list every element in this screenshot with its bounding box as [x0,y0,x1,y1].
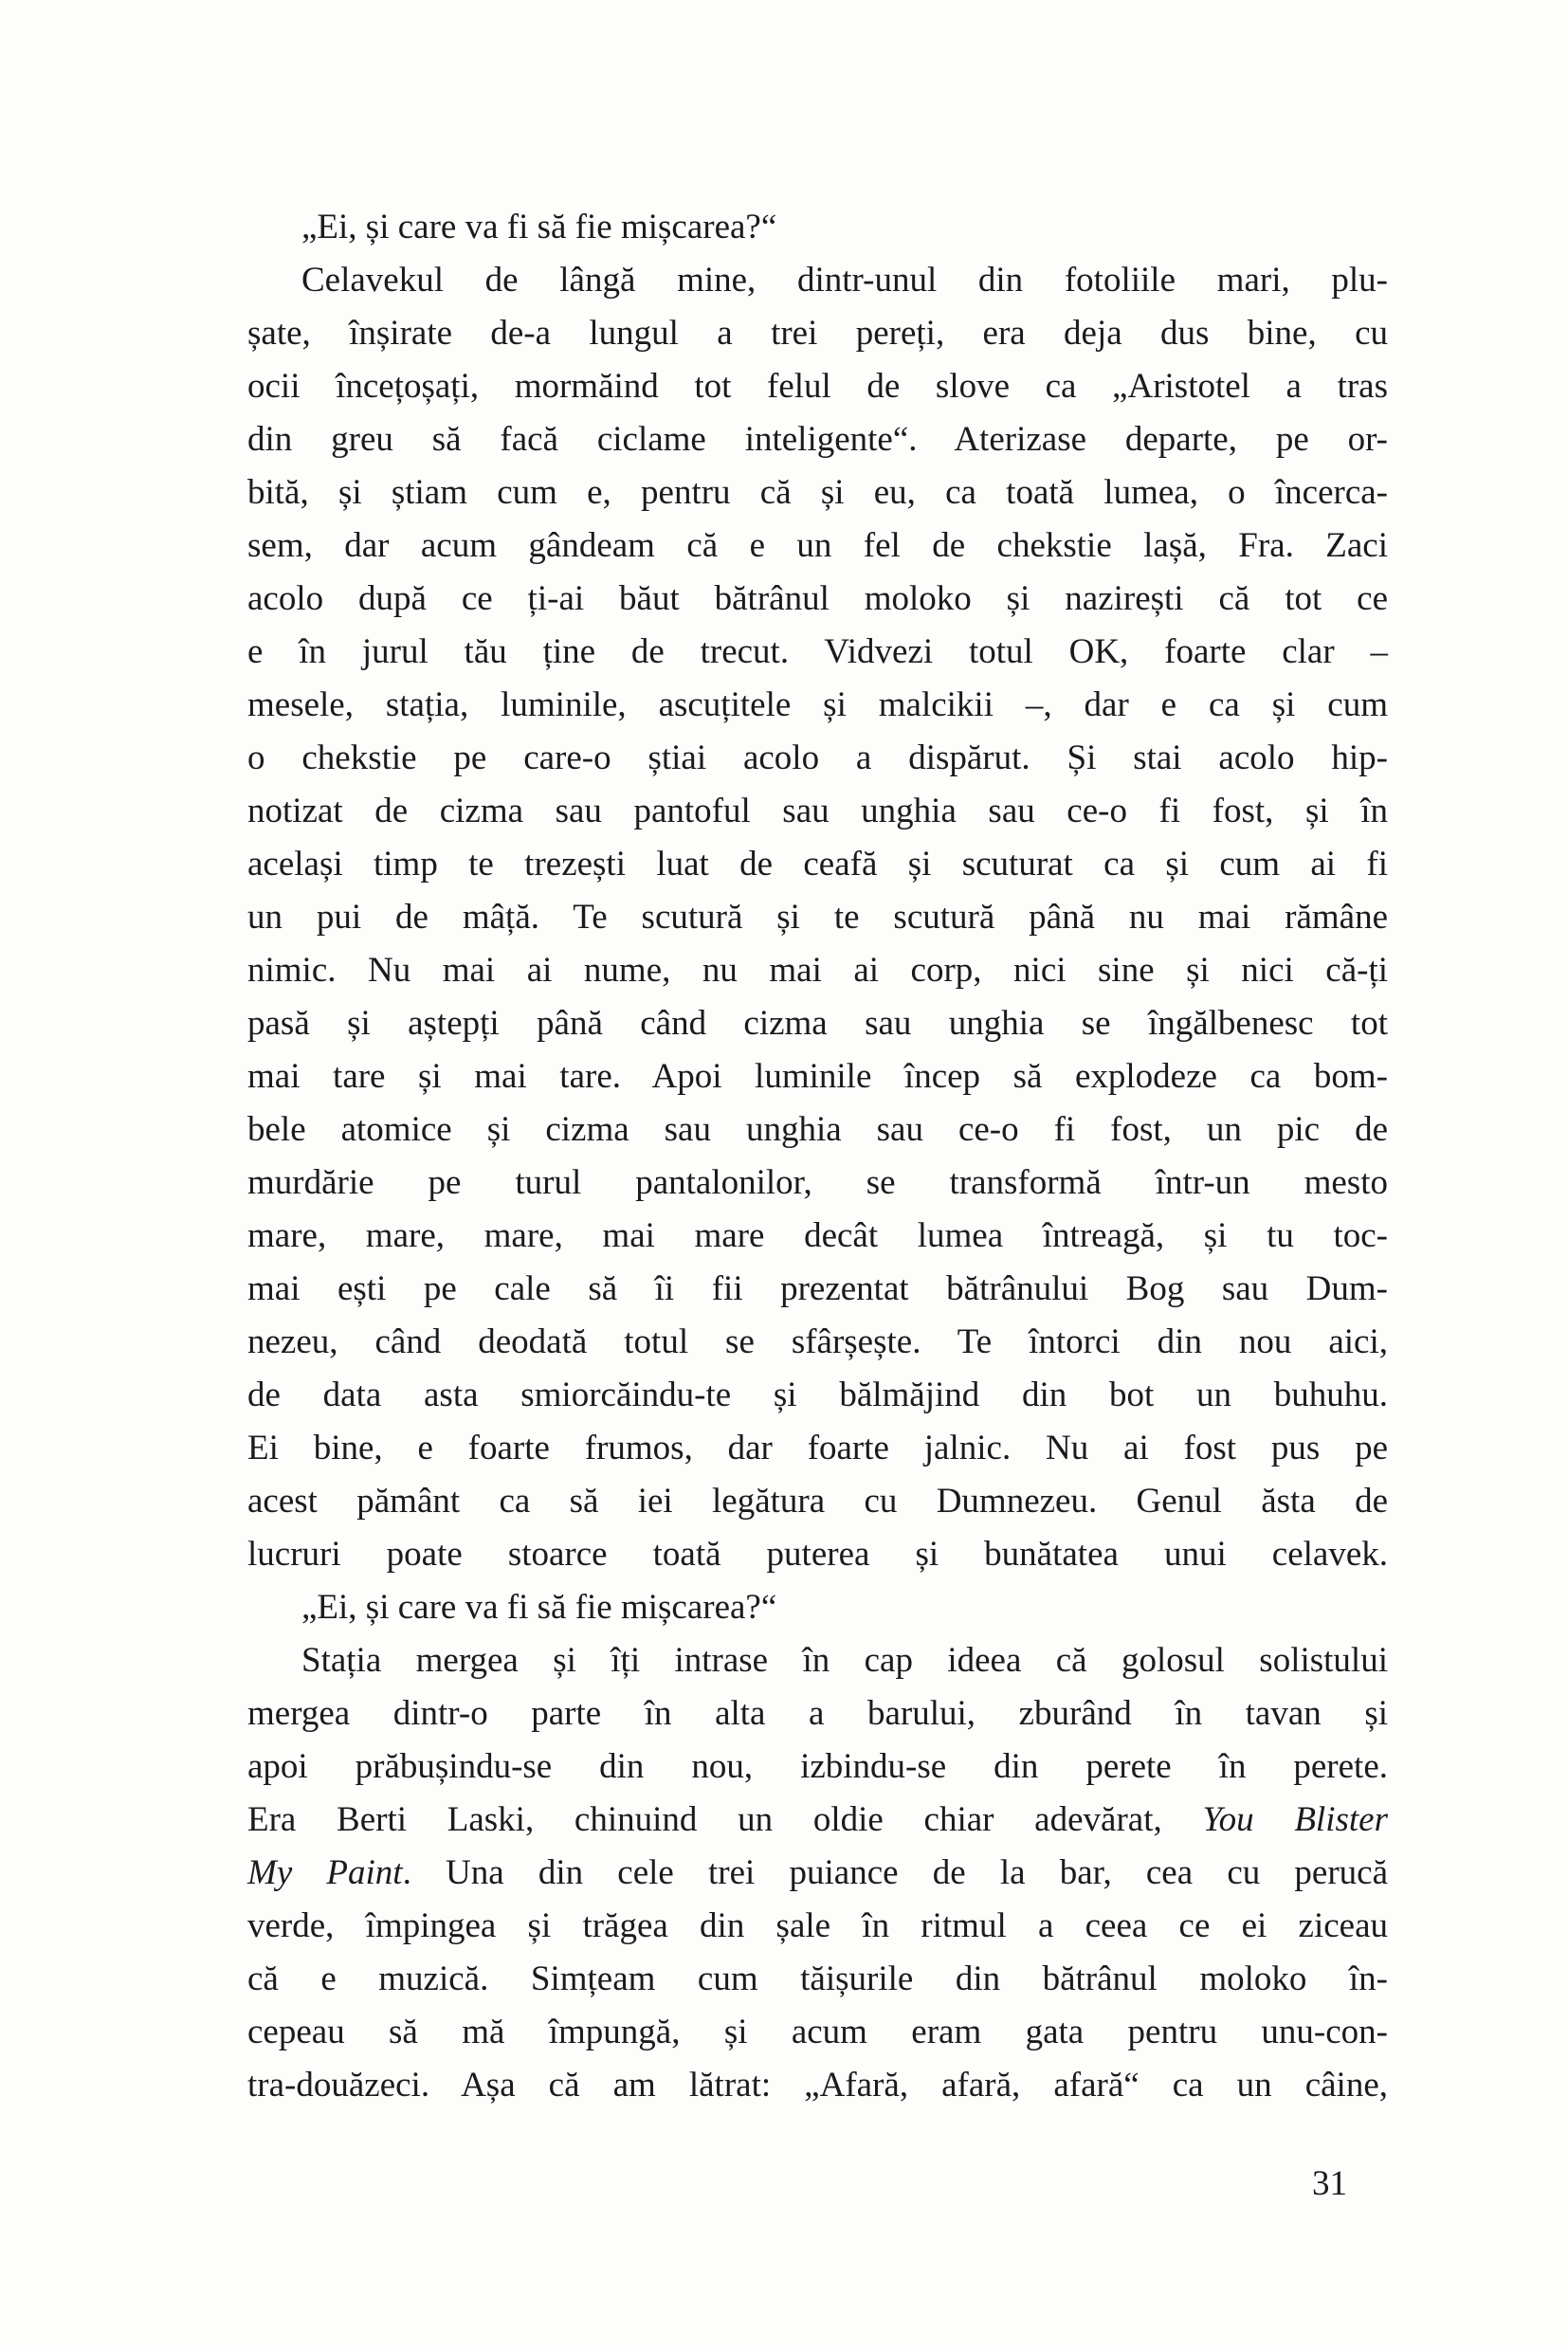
text-segment: bită, și știam cum e, pentru că și eu, ca toată lumea, o încerca- [247,473,1388,512]
text-segment: acolo după ce ți-ai băut bătrânul moloko și nazirești că tot ce [247,579,1388,618]
text-line [247,1263,1388,1316]
paragraph [247,201,1388,254]
text-line [247,838,1388,891]
text-line [247,679,1388,732]
text-segment: șate, înșirate de-a lungul a trei pereți, era deja dus bine, cu [247,314,1388,353]
text-segment: mergea dintr-o parte în alta a barului, zburând în tavan și [247,1694,1388,1733]
text-segment: apoi prăbușindu-se din nou, izbindu-se din perete în perete. [247,1747,1388,1786]
text-line [247,891,1388,944]
text-line [247,1634,1388,1687]
text-segment: mesele, stația, luminile, ascuțitele și malcikii –, dar e ca și cum [247,685,1388,724]
text-line [247,1369,1388,1422]
text-line [247,1103,1388,1157]
text-segment: ocii încețoșați, mormăind tot felul de slove ca „Aristotel a tras [247,367,1388,406]
text-line [247,1687,1388,1740]
text-segment: o chekstie pe care-o știai acolo a dispărut. Și stai acolo hip- [247,738,1388,777]
text-line [247,1740,1388,1794]
text-line [247,1475,1388,1528]
text-segment: că e muzică. Simțeam cum tăișurile din bătrânul moloko în- [247,1959,1388,1998]
text-line [247,413,1388,466]
text-line [247,466,1388,519]
text-segment: e în jurul tău ține de trecut. Vidvezi totul OK, foarte clar – [247,632,1388,671]
text-segment: verde, împingea și trăgea din șale în ritmul a ceea ce ei ziceau [247,1906,1388,1945]
text-line [247,944,1388,997]
text-segment: Stația mergea și îți intrase în cap ideea că golosul solistului [301,1641,1388,1680]
text-segment: notizat de cizma sau pantoful sau unghia sau ce-o fi fost, și în [247,792,1388,830]
text-segment: de data asta smiorcăindu-te și bălmăjind din bot un buhuhu. [247,1376,1388,1414]
paragraph [247,1581,1388,1634]
text-segment: tra-douăzeci. Așa că am lătrat: „Afară, afară, afară“ ca un câine, [247,2066,1388,2105]
text-segment: nezeu, când deodată totul se sfârșește. Te întorci din nou aici, [247,1322,1388,1361]
text-segment: mare, mare, mare, mai mare decât lumea întreagă, și tu toc- [247,1216,1388,1255]
text-segment: cepeau să mă împungă, și acum eram gata pentru unu-con- [247,2013,1388,2051]
song-title-italic: You Blister [1202,1800,1388,1839]
paragraph [247,1634,1388,2112]
text-line [247,785,1388,838]
text-line [247,1050,1388,1103]
text-line [247,1794,1388,1847]
text-segment: Era Berti Laski, chinuind un oldie chiar adevărat, [247,1800,1203,1839]
text-line [247,254,1388,307]
song-title-italic: My Paint [247,1853,403,1892]
text-segment: acest pământ ca să iei legătura cu Dumnezeu. Genul ăsta de [247,1482,1388,1521]
text-line [247,1422,1388,1475]
text-line [247,1847,1388,1900]
text-segment: bele atomice și cizma sau unghia sau ce-o fi fost, un pic de [247,1110,1388,1149]
text-line [247,360,1388,413]
text-line [247,307,1388,360]
text-segment: același timp te trezești luat de ceafă și scuturat ca și cum ai fi [247,845,1388,884]
text-line [247,1953,1388,2006]
text-line [247,573,1388,626]
text-line [247,1210,1388,1263]
text-segment: un pui de mâță. Te scutură și te scutură până nu mai rămâne [247,898,1388,937]
text-line [247,1900,1388,1953]
text-segment: Ei bine, e foarte frumos, dar foarte jalnic. Nu ai fost pus pe [247,1429,1388,1467]
text-segment: nimic. Nu mai ai nume, nu mai ai corp, nici sine și nici că-ți [247,951,1388,990]
text-block [247,201,1388,2112]
page-number: 31 [1312,2164,1347,2203]
text-line [247,997,1388,1050]
text-segment: „Ei, și care va fi să fie mișcarea?“ [301,208,777,246]
text-segment: sem, dar acum gândeam că e un fel de chekstie lașă, Fra. Zaci [247,526,1388,565]
text-segment: murdărie pe turul pantalonilor, se transformă într-un mesto [247,1163,1388,1202]
text-segment: . Una din cele trei puiance de la bar, cea cu perucă [402,1853,1389,1892]
text-line [247,201,1388,254]
text-segment: mai ești pe cale să îi fii prezentat bătrânului Bog sau Dum- [247,1269,1388,1308]
text-line [247,2006,1388,2059]
text-line [247,732,1388,785]
text-line [247,1581,1388,1634]
text-segment: din greu să facă ciclame inteligente“. Aterizase departe, pe or- [247,420,1388,459]
text-segment: „Ei, și care va fi să fie mișcarea?“ [301,1588,777,1627]
text-line [247,519,1388,573]
text-segment: pasă și aștepți până când cizma sau unghia se îngălbenesc tot [247,1004,1388,1043]
text-line [247,626,1388,679]
text-segment: mai tare și mai tare. Apoi luminile încep să explodeze ca bom- [247,1057,1388,1096]
paragraph [247,254,1388,1581]
text-line [247,1528,1388,1581]
text-line [247,2059,1388,2112]
text-segment: lucruri poate stoarce toată puterea și bunătatea unui celavek. [247,1535,1388,1574]
text-line [247,1316,1388,1369]
text-line [247,1157,1388,1210]
text-segment: Celavekul de lângă mine, dintr-unul din fotoliile mari, plu- [301,261,1388,300]
